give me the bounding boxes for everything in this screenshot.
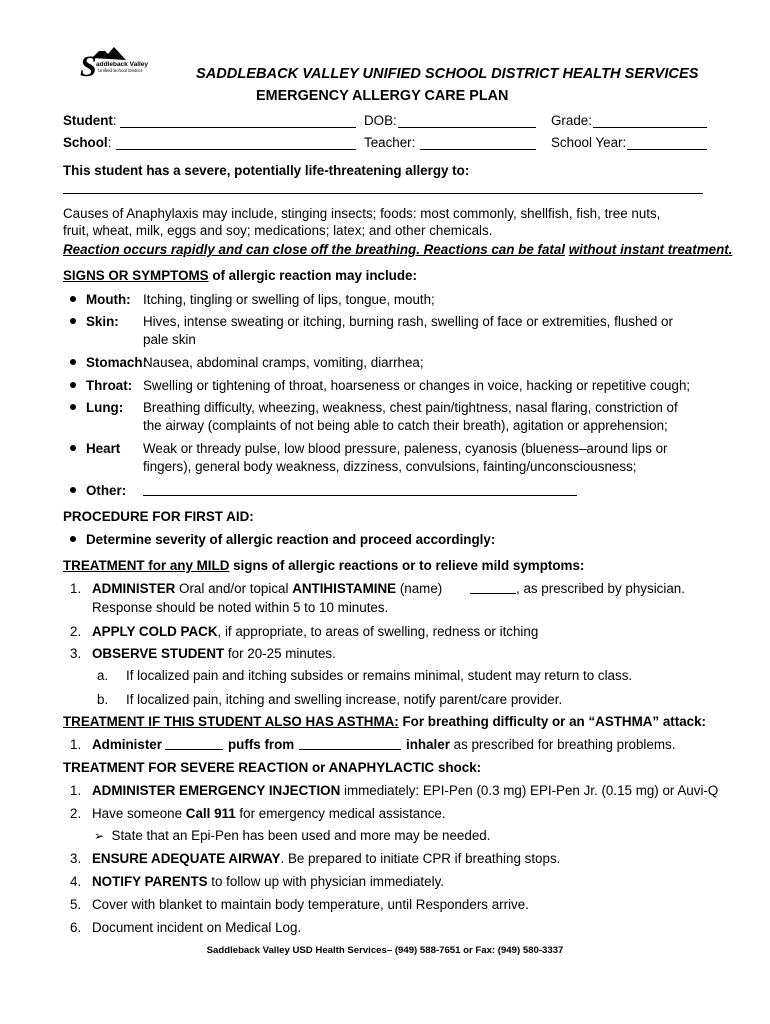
- symptom-text: Weak or thready pulse, low blood pressure, paleness, cyanosis (blueness–around lips or: [143, 441, 668, 456]
- inhaler-name-field[interactable]: [299, 736, 401, 750]
- severe-step-3-num: 3.: [70, 851, 82, 866]
- severe-step-2-sub: ➢ State that an Epi-Pen has been used and more may be needed.: [94, 828, 491, 843]
- school-year-field[interactable]: [627, 136, 707, 150]
- school-field[interactable]: [116, 136, 356, 150]
- mild-step-1-num: 1.: [70, 581, 82, 596]
- severe-step-1: ADMINISTER EMERGENCY INJECTION immediately: EPI-Pen (0.3 mg) EPI-Pen Jr. (0.15 mg) or Auvi-Q: [92, 783, 719, 798]
- asthma-administer-label: Administer: [92, 737, 162, 752]
- antihistamine-name-field[interactable]: [470, 580, 516, 594]
- causes-line-2: fruit, wheat, milk, eggs and soy; medications; latex; and other chemicals.: [63, 223, 493, 238]
- symptom-item: Throat:: [70, 378, 132, 394]
- asthma-heading: TREATMENT IF THIS STUDENT ALSO HAS ASTHMA: For breathing difficulty or an “ASTHMA” attack:: [63, 714, 707, 729]
- mild-heading: TREATMENT for any MILD signs of allergic reactions or to relieve mild symptoms:: [63, 558, 585, 573]
- footer-contact: Saddleback Valley USD Health Services– (949) 588-7651 or Fax: (949) 580-3337: [206, 945, 564, 956]
- asthma-puffs-label: puffs from: [228, 737, 295, 752]
- student-field[interactable]: [120, 114, 356, 128]
- symptom-text-cont: pale skin: [143, 332, 196, 347]
- symptom-item: Heart: [70, 441, 120, 457]
- causes-line-1: Causes of Anaphylaxis may include, stinging insects; foods: most commonly, shellfish, fish, tree nuts,: [63, 206, 661, 221]
- arrow-bullet-icon: ➢: [94, 829, 105, 843]
- bullet-icon: [70, 536, 76, 542]
- severe-step-2-num: 2.: [70, 806, 82, 821]
- symptom-text: Itching, tingling or swelling of lips, tongue, mouth;: [143, 292, 435, 307]
- mild-sub-a: If localized pain and itching subsides or remains minimal, student may return to class.: [126, 668, 633, 683]
- bullet-icon: [70, 359, 76, 365]
- severe-heading: TREATMENT FOR SEVERE REACTION or ANAPHYLACTIC shock:: [63, 760, 482, 775]
- school-year-label: School Year:: [551, 135, 627, 150]
- severe-step-1-num: 1.: [70, 783, 82, 798]
- teacher-field[interactable]: [420, 136, 536, 150]
- symptom-text: Nausea, abdominal cramps, vomiting, diarrhea;: [143, 355, 424, 370]
- severe-step-6-num: 6.: [70, 920, 82, 935]
- bullet-icon: [70, 382, 76, 388]
- symptom-item: Other:: [70, 483, 126, 499]
- symptom-item: Skin:: [70, 314, 119, 330]
- svg-text:S: S: [80, 50, 97, 83]
- symptom-text-cont: the airway (complaints of not being able to catch their breath), agitation or apprehension;: [143, 418, 668, 433]
- mild-sub-b: If localized pain, itching and swelling increase, notify parent/care provider.: [126, 692, 563, 707]
- symptom-text: Swelling or tightening of throat, hoarseness or changes in voice, hacking or repetitive cough;: [143, 378, 691, 393]
- severe-step-5-num: 5.: [70, 897, 82, 912]
- severe-step-4-num: 4.: [70, 874, 82, 889]
- severe-step-4: NOTIFY PARENTS to follow up with physician immediately.: [92, 874, 444, 889]
- bullet-icon: [70, 445, 76, 451]
- symptom-text-cont: fingers), general body weakness, dizziness, convulsions, fainting/unconsciousness;: [143, 459, 637, 474]
- symptom-text: Breathing difficulty, wheezing, weakness, chest pain/tightness, nasal flaring, constriction of: [143, 400, 678, 415]
- mild-sub-b-label: b.: [97, 692, 109, 707]
- first-aid-heading: PROCEDURE FOR FIRST AID:: [63, 509, 254, 524]
- logo-text-line2: Unified School District: [98, 68, 143, 73]
- symptom-text: Hives, intense sweating or itching, burning rash, swelling of face or extremities, flushed or: [143, 314, 673, 329]
- mild-step-2: APPLY COLD PACK, if appropriate, to areas of swelling, redness or itching: [92, 624, 539, 639]
- signs-heading: SIGNS OR SYMPTOMS of allergic reaction may include:: [63, 268, 417, 283]
- plan-title: EMERGENCY ALLERGY CARE PLAN: [256, 88, 509, 104]
- district-title: SADDLEBACK VALLEY UNIFIED SCHOOL DISTRICT HEALTH SERVICES: [196, 66, 699, 82]
- severe-step-3: ENSURE ADEQUATE AIRWAY. Be prepared to initiate CPR if breathing stops.: [92, 851, 561, 866]
- symptom-item: Lung:: [70, 400, 123, 416]
- dob-field[interactable]: [398, 114, 536, 128]
- mild-step-1: ADMINISTER Oral and/or topical ANTIHISTAMINE (name): [92, 581, 443, 596]
- mild-step-3: OBSERVE STUDENT for 20-25 minutes.: [92, 646, 336, 661]
- allergy-field[interactable]: [63, 180, 703, 194]
- asthma-step-num: 1.: [70, 737, 82, 752]
- allergy-heading: This student has a severe, potentially life-threatening allergy to:: [63, 163, 470, 178]
- mild-sub-a-label: a.: [97, 668, 109, 683]
- mild-step-1-tail: , as prescribed by physician.: [516, 581, 685, 596]
- severe-step-5: Cover with blanket to maintain body temperature, until Responders arrive.: [92, 897, 529, 912]
- mild-step-2-num: 2.: [70, 624, 82, 639]
- severe-step-6: Document incident on Medical Log.: [92, 920, 302, 935]
- first-aid-bullet: Determine severity of allergic reaction and proceed accordingly:: [70, 532, 495, 548]
- mild-step-1-line2: Response should be noted within 5 to 10 minutes.: [92, 600, 389, 615]
- district-logo: [78, 44, 149, 84]
- asthma-step-tail: inhaler as prescribed for breathing problems.: [406, 737, 676, 752]
- student-label: Student:: [63, 113, 117, 128]
- reaction-warning: Reaction occurs rapidly and can close off the breathing. Reactions can be fatal without instant treatment.: [63, 242, 733, 257]
- school-label: School:: [63, 135, 112, 150]
- bullet-icon: [70, 318, 76, 324]
- severe-step-2: Have someone Call 911 for emergency medical assistance.: [92, 806, 446, 821]
- symptom-item: Mouth:: [70, 292, 131, 308]
- bullet-icon: [70, 404, 76, 410]
- bullet-icon: [70, 487, 76, 493]
- teacher-label: Teacher:: [364, 135, 416, 150]
- grade-field[interactable]: [593, 114, 707, 128]
- dob-label: DOB:: [364, 113, 397, 128]
- symptom-item: Stomach:: [70, 355, 147, 371]
- grade-label: Grade:: [551, 113, 592, 128]
- mild-step-3-num: 3.: [70, 646, 82, 661]
- puffs-count-field[interactable]: [165, 736, 223, 750]
- other-symptoms-field[interactable]: [143, 482, 577, 496]
- bullet-icon: [70, 296, 76, 302]
- logo-text-line1: addleback Valley: [96, 61, 149, 68]
